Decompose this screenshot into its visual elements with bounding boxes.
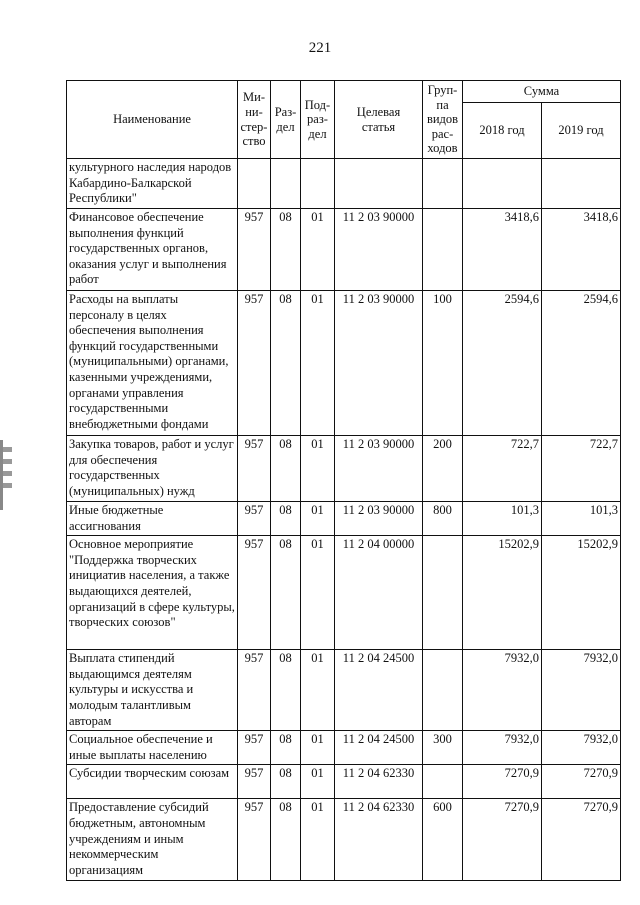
- row-2019: 15202,9: [542, 536, 621, 650]
- row-group: [423, 765, 463, 799]
- row-target: [335, 159, 423, 209]
- row-section: 08: [271, 650, 301, 731]
- header-target: Целевая статья: [335, 81, 423, 159]
- header-ministry: Ми- ни- стер- ство: [238, 81, 271, 159]
- row-2018: 3418,6: [463, 209, 542, 291]
- row-name: Закупка товаров, работ и услуг для обеспечения государственных (муниципальных) нужд: [67, 436, 238, 502]
- row-2019: 7270,9: [542, 765, 621, 799]
- binding-marks: [0, 440, 15, 510]
- page-number: 221: [308, 40, 332, 56]
- header-group: Груп- па видов рас- ходов: [423, 81, 463, 159]
- row-group: [423, 536, 463, 650]
- row-name: Субсидии творческим союзам: [67, 765, 238, 799]
- row-ministry: 957: [238, 765, 271, 799]
- table-row: [67, 291, 621, 436]
- table-row: [67, 502, 621, 536]
- row-subsection: 01: [301, 765, 335, 799]
- table-row: [67, 159, 621, 209]
- row-target: 11 2 04 24500: [335, 650, 423, 731]
- row-2019: 7270,9: [542, 799, 621, 881]
- row-ministry: 957: [238, 731, 271, 765]
- row-target: 11 2 03 90000: [335, 436, 423, 502]
- row-2018: 7932,0: [463, 650, 542, 731]
- row-name: Иные бюджетные ассигнования: [67, 502, 238, 536]
- row-subsection: 01: [301, 536, 335, 650]
- row-group: [423, 209, 463, 291]
- row-target: 11 2 04 62330: [335, 765, 423, 799]
- row-2019: 2594,6: [542, 291, 621, 436]
- row-target: 11 2 03 90000: [335, 291, 423, 436]
- row-target: 11 2 03 90000: [335, 502, 423, 536]
- row-2019: [542, 159, 621, 209]
- row-section: 08: [271, 209, 301, 291]
- row-2018: 7932,0: [463, 731, 542, 765]
- header-subsection: Под- раз- дел: [301, 81, 335, 159]
- row-subsection: 01: [301, 436, 335, 502]
- row-2018: 2594,6: [463, 291, 542, 436]
- row-ministry: 957: [238, 536, 271, 650]
- row-2018: 15202,9: [463, 536, 542, 650]
- row-section: 08: [271, 765, 301, 799]
- row-name: Финансовое обеспечение выполнения функций государственных органов, оказания услуг и выполнения работ: [67, 209, 238, 291]
- row-section: 08: [271, 536, 301, 650]
- row-subsection: 01: [301, 291, 335, 436]
- row-2019: 7932,0: [542, 650, 621, 731]
- row-ministry: 957: [238, 436, 271, 502]
- row-name: Социальное обеспечение и иные выплаты населению: [67, 731, 238, 765]
- row-target: 11 2 04 62330: [335, 799, 423, 881]
- row-group: [423, 159, 463, 209]
- header-2018: 2018 год: [463, 103, 542, 159]
- row-ministry: 957: [238, 209, 271, 291]
- header-section: Раз- дел: [271, 81, 301, 159]
- row-subsection: [301, 159, 335, 209]
- header-name: Наименование: [67, 81, 238, 159]
- row-2019: 101,3: [542, 502, 621, 536]
- row-ministry: 957: [238, 502, 271, 536]
- row-ministry: [238, 159, 271, 209]
- row-group: 100: [423, 291, 463, 436]
- row-name: Предоставление субсидий бюджетным, автономным учреждениям и иным некоммерческим организациям: [67, 799, 238, 881]
- row-section: 08: [271, 731, 301, 765]
- row-name: Выплата стипендий выдающимся деятелям культуры и искусства и молодым талантливым авторам: [67, 650, 238, 731]
- row-section: 08: [271, 436, 301, 502]
- row-2018: 7270,9: [463, 799, 542, 881]
- row-group: 300: [423, 731, 463, 765]
- budget-table: [66, 80, 621, 881]
- row-subsection: 01: [301, 209, 335, 291]
- row-2018: [463, 159, 542, 209]
- row-target: 11 2 04 24500: [335, 731, 423, 765]
- row-ministry: 957: [238, 799, 271, 881]
- table-row: [67, 436, 621, 502]
- row-section: [271, 159, 301, 209]
- table-row: [67, 536, 621, 650]
- row-section: 08: [271, 291, 301, 436]
- row-group: 800: [423, 502, 463, 536]
- row-2019: 3418,6: [542, 209, 621, 291]
- row-name: культурного наследия народов Кабардино-Балкарской Республики": [67, 159, 238, 209]
- row-ministry: 957: [238, 291, 271, 436]
- row-name: Расходы на выплаты персоналу в целях обеспечения выполнения функций государственными (муниципальными) органами, казенными учреждениями, органами управления государственными внебюджетными фондами: [67, 291, 238, 436]
- table-row: [67, 209, 621, 291]
- row-2019: 7932,0: [542, 731, 621, 765]
- row-group: [423, 650, 463, 731]
- row-2019: 722,7: [542, 436, 621, 502]
- table-row: [67, 765, 621, 799]
- row-2018: 101,3: [463, 502, 542, 536]
- header-2019: 2019 год: [542, 103, 621, 159]
- row-subsection: 01: [301, 502, 335, 536]
- table-row: [67, 799, 621, 881]
- table-row: [67, 731, 621, 765]
- row-group: 600: [423, 799, 463, 881]
- row-subsection: 01: [301, 799, 335, 881]
- table-row: [67, 650, 621, 731]
- row-2018: 7270,9: [463, 765, 542, 799]
- header-sum: Сумма: [463, 81, 621, 103]
- row-subsection: 01: [301, 650, 335, 731]
- row-section: 08: [271, 502, 301, 536]
- row-name: Основное мероприятие "Поддержка творческих инициатив населения, а также выдающихся деятелей, организаций в сфере культуры, творческих союзов": [67, 536, 238, 650]
- row-target: 11 2 03 90000: [335, 209, 423, 291]
- row-2018: 722,7: [463, 436, 542, 502]
- row-subsection: 01: [301, 731, 335, 765]
- row-ministry: 957: [238, 650, 271, 731]
- row-group: 200: [423, 436, 463, 502]
- row-section: 08: [271, 799, 301, 881]
- row-target: 11 2 04 00000: [335, 536, 423, 650]
